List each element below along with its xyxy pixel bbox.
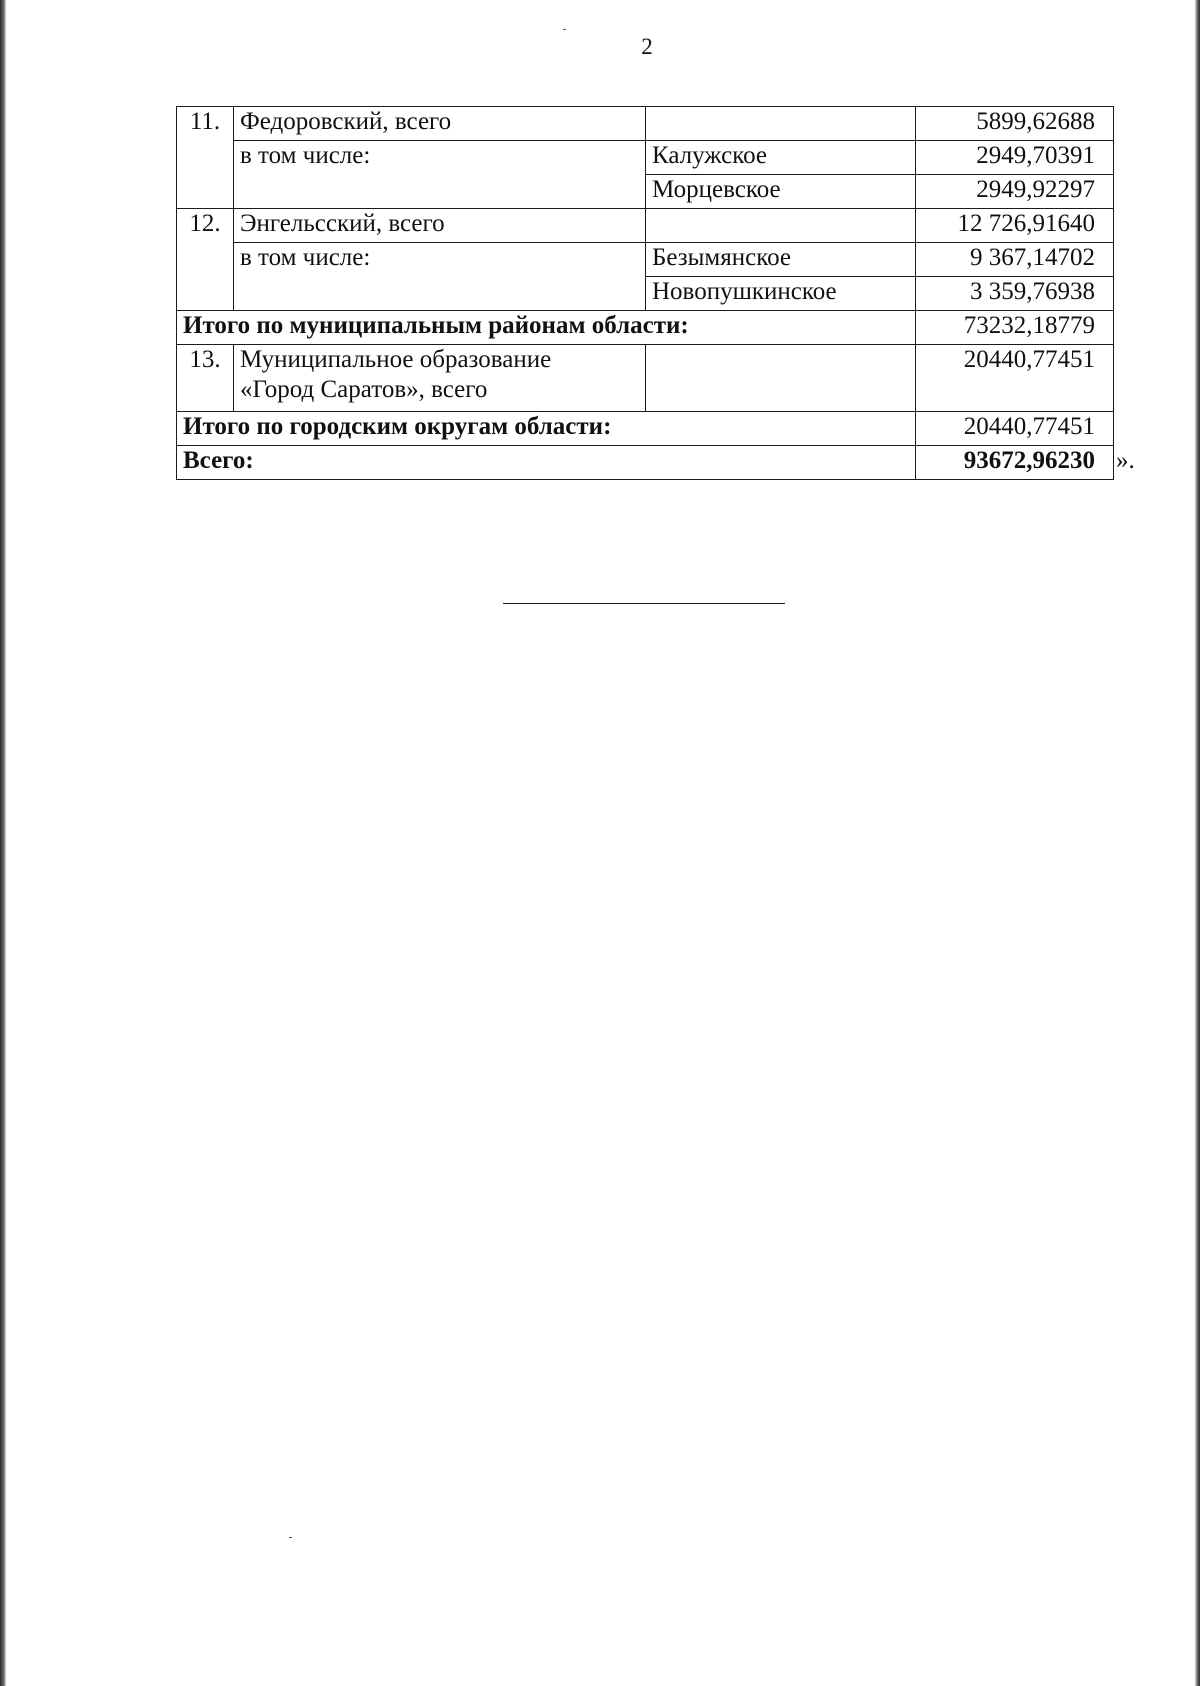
settlement-value: 9 367,14702 <box>916 243 1114 277</box>
subtotal-districts-label: Итого по муниципальным районам области: <box>177 311 916 345</box>
table-row <box>177 209 1114 243</box>
district-total: 12 726,91640 <box>916 209 1114 243</box>
district-total: 5899,62688 <box>916 107 1114 141</box>
row-number: 13. <box>177 345 234 412</box>
scan-edge-right <box>1195 0 1200 1686</box>
table-row <box>177 446 1114 480</box>
table-row <box>177 412 1114 446</box>
subtotal-urban-label: Итого по городским округам области: <box>177 412 916 446</box>
subtotal-urban-value: 20440,77451 <box>916 412 1114 446</box>
municipality-name-line1: Муниципальное образование <box>240 346 552 373</box>
municipality-total: 20440,77451 <box>916 345 1114 412</box>
table-row <box>177 311 1114 345</box>
table-row <box>177 141 1114 175</box>
subtotal-districts-value: 73232,18779 <box>916 311 1114 345</box>
including-label: в том числе: <box>234 141 646 209</box>
allocation-table <box>176 106 1114 480</box>
scan-speck <box>289 1537 292 1538</box>
table-row <box>177 107 1114 141</box>
scan-edge-left <box>0 0 6 1686</box>
settlement-name: Морцевское <box>646 175 916 209</box>
scan-speck <box>563 29 566 30</box>
closing-quote-mark: ». <box>1116 447 1135 474</box>
table-row <box>177 345 1114 412</box>
empty-cell <box>646 107 916 141</box>
row-number: 12. <box>177 209 234 311</box>
settlement-name: Безымянское <box>646 243 916 277</box>
empty-cell <box>646 345 916 412</box>
grand-total-value: 93672,96230 <box>916 446 1114 480</box>
district-name: Федоровский, всего <box>234 107 646 141</box>
municipality-name-line2: «Город Саратов», всего <box>240 376 488 403</box>
empty-cell <box>646 209 916 243</box>
settlement-value: 2949,92297 <box>916 175 1114 209</box>
settlement-name: Новопушкинское <box>646 277 916 311</box>
row-number: 11. <box>177 107 234 209</box>
page-number: 2 <box>641 34 653 59</box>
settlement-name: Калужское <box>646 141 916 175</box>
including-label: в том числе: <box>234 243 646 311</box>
district-name: Энгельсский, всего <box>234 209 646 243</box>
grand-total-label: Всего: <box>177 446 916 480</box>
settlement-value: 3 359,76938 <box>916 277 1114 311</box>
municipality-name <box>234 345 646 412</box>
table-row <box>177 243 1114 277</box>
settlement-value: 2949,70391 <box>916 141 1114 175</box>
divider-line <box>503 603 785 604</box>
